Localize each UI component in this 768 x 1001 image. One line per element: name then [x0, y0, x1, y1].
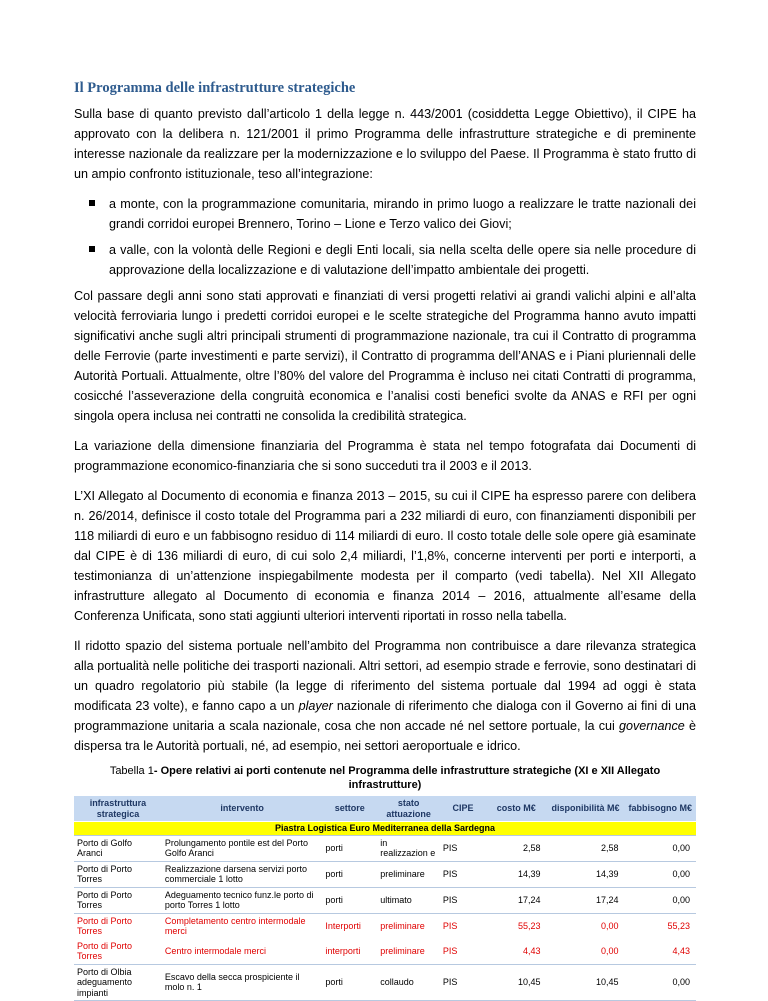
table-cell: 4,43	[625, 939, 697, 965]
paragraph: L’XI Allegato al Documento di economia e finanza 2013 – 2015, su cui il CIPE ha espresso parere con delibera n. 26/2014, definisce il costo totale del Programma pari a 232 miliardi di euro, con finanziamenti disponibili per 118 miliardi di euro e un fabbisogno residuo di 114 miliardi di euro. Il costo totale delle sole opere già esaminate dal CIPE è di 136 miliardi di euro, di cui solo 2,4 miliardi, l’1,8%, concerne interventi per porti e interporti, a testimonianza di un’attenzione inspiegabilmente modesta per il comparto (vedi tabella). Nel XII Allegato infrastrutture allegato al Documento di economia e finanza 2014 – 2016, attualmente all’esame della Conferenza Unificata, sono stati aggiunti ulteriori interventi riportati in rosso nella tabella.	[74, 489, 696, 623]
table-cell: Porto di Porto Torres	[74, 939, 162, 965]
table-cell: 0,00	[625, 964, 697, 1001]
table-cell: porti	[322, 861, 377, 887]
table-cell: Completamento centro intermodale merci	[164, 915, 306, 936]
table-cell: Adeguamento tecnico funz.le porto di porto Torres 1 lotto	[162, 887, 322, 913]
column-header: fabbisogno M€	[625, 796, 697, 822]
table-cell: 0,00	[625, 835, 697, 861]
table-cell: 17,24	[546, 887, 624, 913]
square-bullet-icon	[89, 246, 95, 252]
table-cell: PIS	[440, 835, 486, 861]
table-cell: Porto di Porto Torres	[74, 887, 162, 913]
table-cell: 55,23	[667, 920, 690, 931]
table-cell: 2,58	[546, 835, 624, 861]
bullet-list	[74, 194, 696, 280]
table-cell: in realizzazion e	[377, 835, 440, 861]
table-cell: porti	[322, 887, 377, 913]
table-cell: 2,58	[486, 835, 546, 861]
column-header: CIPE	[440, 796, 486, 822]
table-cell: 10,45	[546, 964, 624, 1001]
table-row	[74, 964, 696, 1001]
table-cell: 0,00	[546, 939, 624, 965]
paragraph: La variazione della dimensione finanziaria del Programma è stata nel tempo fotografata dai Documenti di programmazione economico-finanziaria che si sono succeduti tra il 2003 e il 2013.	[74, 439, 696, 473]
table-cell: Porto di Olbia adeguamento impianti	[74, 964, 162, 1001]
table-cell: ultimato	[377, 887, 440, 913]
table-cell: 14,39	[486, 861, 546, 887]
paragraph: Il ridotto spazio del sistema portuale nell’ambito del Programma non contribuisce a dare rilevanza strategica alla portualità nelle politiche dei trasporti nazionali. Altri settori, ad esempio strade e ferrovie, sono destinatari di un quadro regolatorio più stabile (la legge di riferimento del sistema portuale dal 1994 ad oggi è stata modificata 23 volte), e fanno capo a un player nazionale di riferimento che dialoga con il Governo ai fini di una programmazione unitaria a scala nazionale, cosa che non accade né nel settore portuale, la cui governance è dispersa tra le Autorità portuali, né, ad esempio, nei settori aeroportuale e idrico.	[74, 639, 696, 753]
table-cell: Prolungamento pontile est del Porto Golfo Aranci	[162, 835, 322, 861]
table-cell: PIS	[440, 939, 486, 965]
column-header: costo M€	[486, 796, 546, 822]
table-row	[74, 835, 696, 861]
table-row	[74, 887, 696, 913]
list-item: a valle, con la volontà delle Regioni e degli Enti locali, sia nella scelta delle opere sia nelle procedure di approvazione della localizzazione e di valutazione dell’impatto ambientale dei progetti.	[74, 240, 696, 280]
table-cell: preliminare	[380, 920, 425, 931]
column-header: disponibilità M€	[546, 796, 624, 822]
column-header: settore	[322, 796, 377, 822]
table-cell: porti	[322, 964, 377, 1001]
table-group-row	[74, 822, 696, 836]
table-cell: 17,24	[486, 887, 546, 913]
table-cell: 0,00	[625, 887, 697, 913]
table-row	[74, 939, 696, 965]
ports-table	[74, 796, 696, 1001]
column-header: infrastruttura strategica	[74, 796, 162, 822]
document-page	[74, 78, 696, 1001]
table-cell: PIS	[440, 887, 486, 913]
table-cell: 10,45	[486, 964, 546, 1001]
table-cell: Interporti	[325, 920, 361, 931]
paragraph: Col passare degli anni sono stati approvati e finanziati di versi progetti relativi ai grandi valichi alpini e all’alta velocità ferroviaria lungo i predetti corridoi europei e le scelte strategiche del Programma hanno avuto impatti significativi anche sugli altri principali strumenti di programmazione nazionale, tra cui il Contratto di programma delle Ferrovie (parte investimenti e parte servizi), il Contratto di programma dell’ANAS e i Piani pluriennali delle Autorità Portuali. Attualmente, oltre l’80% del valore del Programma è incluso nei citati Contratti di programma, cosicché l’asseverazione della congruità economica e l’analisi costi benefici svolte da ANAS e RFI per ogni singola opera inclusa nei contratti ne consolida la credibilità strategica.	[74, 289, 696, 423]
table-cell: Realizzazione darsena servizi porto commerciale 1 lotto	[162, 861, 322, 887]
list-item: a monte, con la programmazione comunitaria, mirando in primo luogo a realizzare le tratte nazionali dei grandi corridoi europei Brennero, Torino – Lione e Terzo valico dei Giovi;	[74, 194, 696, 234]
intro-paragraph: Sulla base di quanto previsto dall’articolo 1 della legge n. 443/2001 (cosiddetta Legge Obiettivo), il CIPE ha approvato con la delibera n. 121/2001 il primo Programma delle infrastrutture strategiche e di preminente interesse nazionale da realizzare per la modernizzazione e lo sviluppo del Paese. Il Programma è stato frutto di un ampio confronto istituzionale, teso all’integrazione:	[74, 107, 696, 181]
table-cell: PIS	[440, 964, 486, 1001]
table-cell: 14,39	[546, 861, 624, 887]
table-cell: preliminare	[377, 861, 440, 887]
column-header: stato attuazione	[377, 796, 440, 822]
table-cell: interporti	[322, 939, 377, 965]
table-caption: Tabella 1- Opere relativi ai porti contenute nel Programma delle infrastrutture strategiche (XI e XII Allegato infrastrutture)	[109, 765, 661, 791]
table-cell: preliminare	[377, 939, 440, 965]
table-cell: PIS	[442, 920, 458, 931]
table-row	[74, 861, 696, 887]
table-cell: Centro intermodale merci	[162, 939, 322, 965]
table-cell: PIS	[440, 861, 486, 887]
table-cell: Porto di Porto Torres	[74, 861, 162, 887]
table-cell: Piastra Logistica Euro Mediterranea della Sardegna	[74, 822, 696, 836]
table-cell: Escavo della secca prospiciente il molo n. 1	[162, 964, 322, 1001]
table-cell: 4,43	[486, 939, 546, 965]
table-cell: collaudo	[377, 964, 440, 1001]
square-bullet-icon	[89, 200, 95, 206]
table-cell: Porto di Golfo Aranci	[74, 835, 162, 861]
table-row	[74, 913, 696, 939]
section-title: Il Programma delle infrastrutture strategiche	[74, 80, 356, 96]
table-cell: porti	[322, 835, 377, 861]
table-cell: Porto di Porto Torres	[77, 915, 133, 936]
table-cell: 0,00	[600, 920, 619, 931]
table-cell: 0,00	[625, 861, 697, 887]
table-header-row	[74, 796, 696, 822]
column-header: intervento	[162, 796, 322, 822]
table-cell: 55,23	[517, 920, 541, 931]
